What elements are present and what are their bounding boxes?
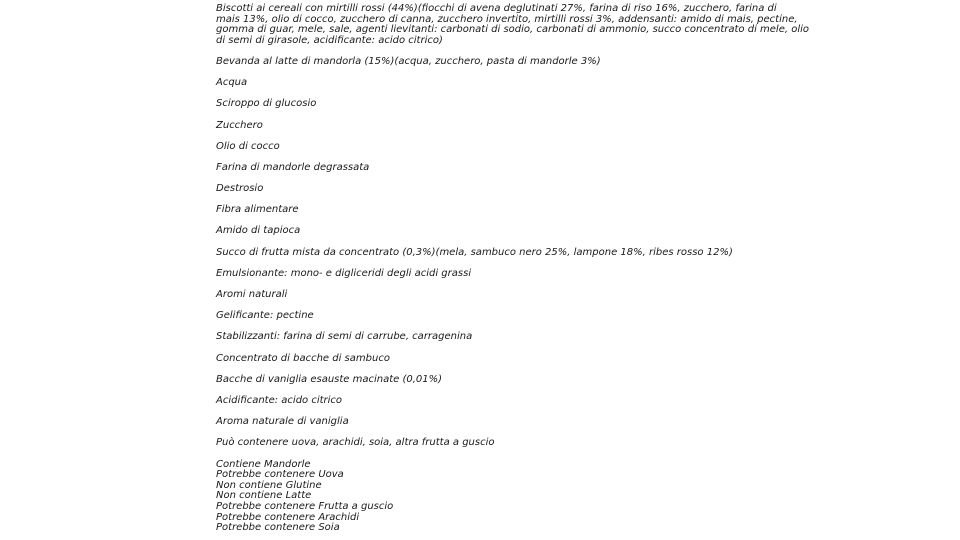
- ingredients-text: [216, 3, 810, 534]
- allergen-item: Potrebbe contenere Frutta a guscio: [216, 500, 394, 512]
- allergen-list: [216, 460, 756, 534]
- ingredient-item: Aroma naturale di vaniglia: [216, 416, 349, 428]
- ingredient-item: Gelificante: pectine: [216, 310, 314, 322]
- allergen-item: Non contiene Latte: [216, 490, 312, 502]
- ingredient-item: Destrosio: [216, 183, 264, 195]
- intro-line: Biscotti ai cereali con mirtilli rossi (44%)(fiocchi di avena deglutinati 27%, farina di riso 16%, zucchero, farina di: [216, 3, 777, 14]
- ingredient-item: Farina di mandorle degrassata: [216, 161, 370, 173]
- allergen-item: Non contiene Glutine: [216, 479, 322, 491]
- ingredient-item: Acqua: [216, 77, 248, 89]
- ingredient-item: Emulsionante: mono- e digliceridi degli acidi grassi: [216, 267, 472, 279]
- ingredient-item: Concentrato di bacche di sambuco: [216, 352, 390, 364]
- allergen-item: Potrebbe contenere Uova: [216, 469, 344, 481]
- ingredient-item: Zucchero: [216, 119, 263, 131]
- ingredient-item: Può contenere uova, arachidi, soia, altra frutta a guscio: [216, 437, 495, 449]
- ingredient-item: Sciroppo di glucosio: [216, 98, 317, 110]
- ingredient-item: Aromi naturali: [216, 289, 288, 301]
- intro-line: mais 13%, olio di cocco, zucchero di canna, zucchero invertito, mirtilli rossi 3%, addensanti: amido di mais, pectine,: [216, 13, 798, 25]
- ingredient-item: Amido di tapioca: [216, 225, 301, 237]
- ingredient-item: Bacche di vaniglia esauste macinate (0,01%): [216, 373, 443, 385]
- allergen-item: Contiene Mandorle: [216, 458, 311, 470]
- ingredient-item: Fibra alimentare: [216, 204, 299, 216]
- ingredient-item: Succo di frutta mista da concentrato (0,3%)(mela, sambuco nero 25%, lampone 18%, ribes rosso 12%): [216, 246, 733, 258]
- ingredient-item: Acidificante: acido citrico: [216, 394, 343, 406]
- ingredient-item: Bevanda al latte di mandorla (15%)(acqua, zucchero, pasta di mandorle 3%): [216, 55, 601, 67]
- intro-line: di semi di girasole, acidificante: acido citrico): [216, 34, 443, 46]
- ingredient-item: Olio di cocco: [216, 140, 280, 152]
- allergen-item: Potrebbe contenere Soia: [216, 522, 340, 534]
- ingredient-item: Stabilizzanti: farina di semi di carrube, carragenina: [216, 331, 473, 343]
- intro-line: gomma di guar, mele, sale, agenti lievitanti: carbonati di sodio, carbonati di ammonio, succo concentrato di mele, olio: [216, 24, 810, 36]
- allergen-item: Potrebbe contenere Arachidi: [216, 511, 360, 523]
- intro-paragraph: [216, 3, 810, 46]
